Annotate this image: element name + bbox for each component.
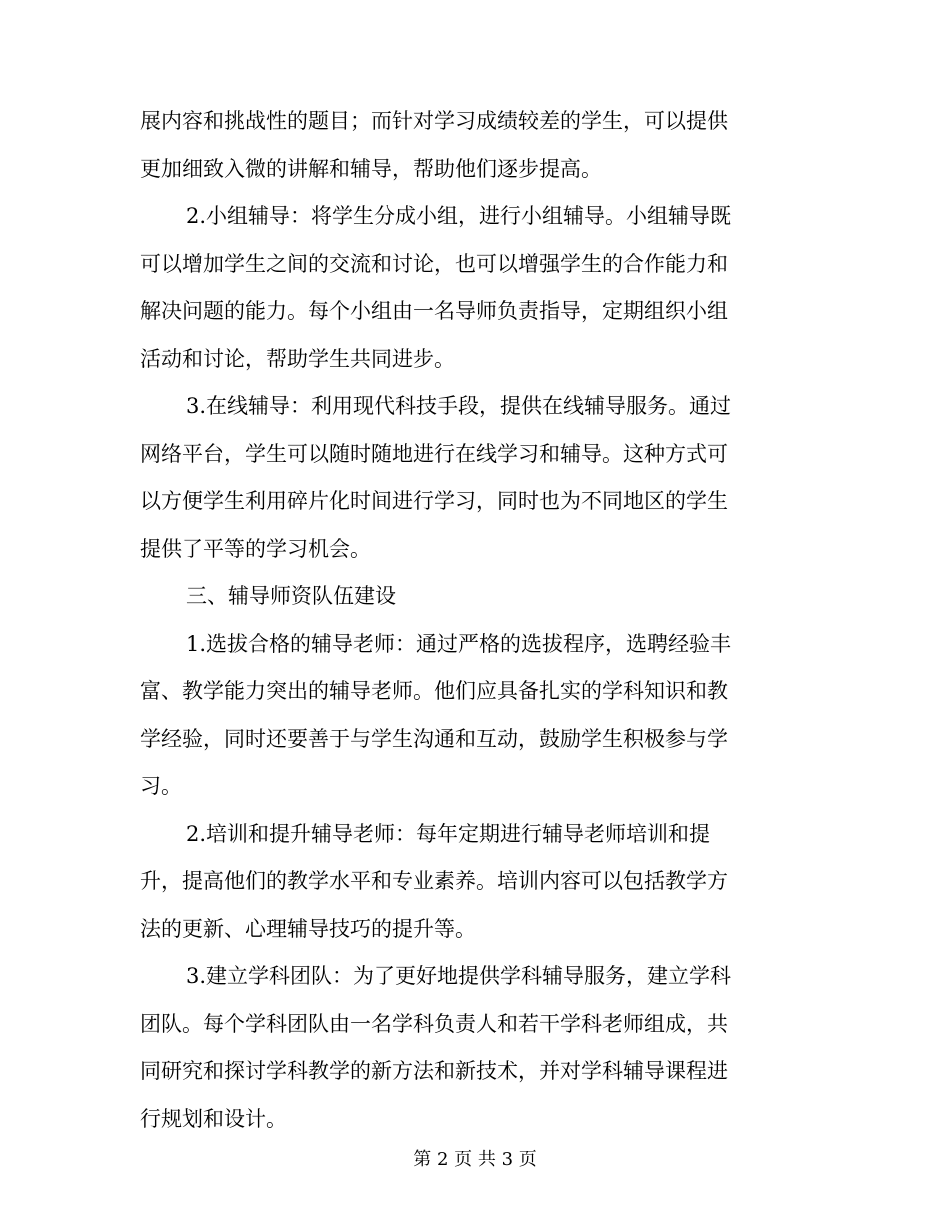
text-line: 同研究和探讨学科教学的新方法和新技术，并对学科辅导课程进 bbox=[140, 1059, 728, 1083]
text-line: 解决问题的能力。每个小组由一名导师负责指导，定期组织小组 bbox=[140, 299, 728, 323]
document-body bbox=[140, 98, 800, 1143]
text-line: 展内容和挑战性的题目；而针对学习成绩较差的学生，可以提供 bbox=[140, 109, 728, 133]
text-line: 2.培训和提升辅导老师：每年定期进行辅导老师培训和提 bbox=[186, 821, 711, 846]
text-line: 可以增加学生之间的交流和讨论，也可以增强学生的合作能力和 bbox=[140, 251, 728, 276]
text-line: 法的更新、心理辅导技巧的提升等。 bbox=[140, 916, 476, 941]
text-line: 网络平台，学生可以随时随地进行在线学习和辅导。这种方式可 bbox=[140, 441, 728, 466]
text-line: 以方便学生利用碎片化时间进行学习，同时也为不同地区的学生 bbox=[140, 489, 728, 513]
text-line: 3.在线辅导：利用现代科技手段，提供在线辅导服务。通过 bbox=[186, 394, 732, 418]
text-line: 三、辅导师资队伍建设 bbox=[186, 584, 396, 608]
text-line: 3.建立学科团队：为了更好地提供学科辅导服务，建立学科 bbox=[186, 964, 732, 988]
text-line: 2.小组辅导：将学生分成小组，进行小组辅导。小组辅导既 bbox=[186, 204, 732, 228]
text-line: 活动和讨论，帮助学生共同进步。 bbox=[140, 346, 455, 371]
text-line: 富、教学能力突出的辅导老师。他们应具备扎实的学科知识和教 bbox=[140, 679, 728, 703]
text-line: 团队。每个学科团队由一名学科负责人和若干学科老师组成，共 bbox=[140, 1011, 728, 1036]
text-line: 1.选拔合格的辅导老师：通过严格的选拔程序，选聘经验丰 bbox=[186, 631, 732, 656]
text-line: 提供了平等的学习机会。 bbox=[140, 536, 371, 561]
text-line: 更加细致入微的讲解和辅导，帮助他们逐步提高。 bbox=[140, 156, 602, 181]
text-line: 升，提高他们的教学水平和专业素养。培训内容可以包括教学方 bbox=[140, 869, 728, 893]
text-line: 行规划和设计。 bbox=[140, 1106, 287, 1131]
text-line: 学经验，同时还要善于与学生沟通和互动，鼓励学生积极参与学 bbox=[140, 726, 728, 751]
text-line: 习。 bbox=[140, 774, 182, 798]
page-footer: 第 2 页 共 3 页 bbox=[413, 1149, 537, 1170]
